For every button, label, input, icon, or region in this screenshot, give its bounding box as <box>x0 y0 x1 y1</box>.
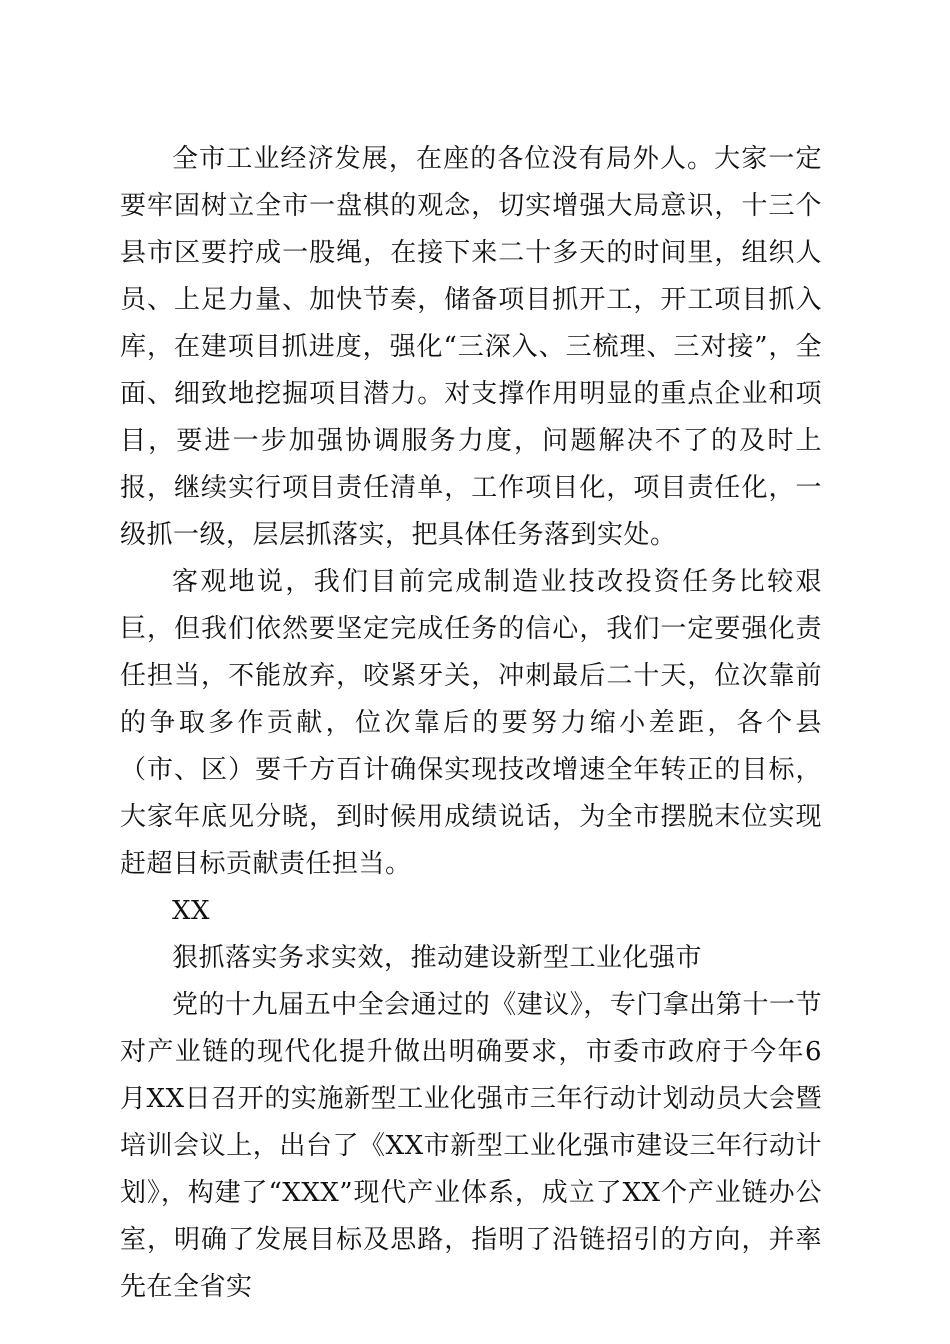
document-body <box>120 136 822 1311</box>
paragraph-3: 党的十九届五中全会通过的《建议》，专门拿出第十一节对产业链的现代化提升做出明确要求，市委市政府于今年6月XX日召开的实施新型工业化强市三年行动计划动员大会暨培训会议上，出台了《XX市新型工业化强市建设三年行动计划》，构建了“XXX”现代产业体系，成立了XX个产业链办公室，明确了发展目标及思路，指明了沿链招引的方向，并率先在全省实 <box>120 990 822 1302</box>
section-number: XX <box>172 896 211 926</box>
paragraph-1: 全市工业经济发展，在座的各位没有局外人。大家一定要牢固树立全市一盘棋的观念，切实增强大局意识，十三个县市区要拧成一股绳，在接下来二十多天的时间里，组织人员、上足力量、加快节奏，储备项目抓开工，开工项目抓入库，在建项目抓进度，强化“三深入、三梳理、三对接”，全面、细致地挖掘项目潜力。对支撑作用明显的重点企业和项目，要进一步加强协调服务力度，问题解决不了的及时上报，继续实行项目责任清单，工作项目化，项目责任化，一级抓一级，层层抓落实，把具体任务落到实处。 <box>120 144 822 550</box>
section-heading: 狠抓落实务求实效，推动建设新型工业化强市 <box>172 943 703 973</box>
paragraph-2: 客观地说，我们目前完成制造业技改投资任务比较艰巨，但我们依然要坚定完成任务的信心，我们一定要强化责任担当，不能放弃，咬紧牙关，冲刺最后二十天，位次靠前的争取多作贡献，位次靠后的要努力缩小差距，各个县（市、区）要千方百计确保实现技改增速全年转正的目标，大家年底见分晓，到时候用成绩说话，为全市摆脱末位实现赶超目标贡献责任担当。 <box>120 567 822 879</box>
